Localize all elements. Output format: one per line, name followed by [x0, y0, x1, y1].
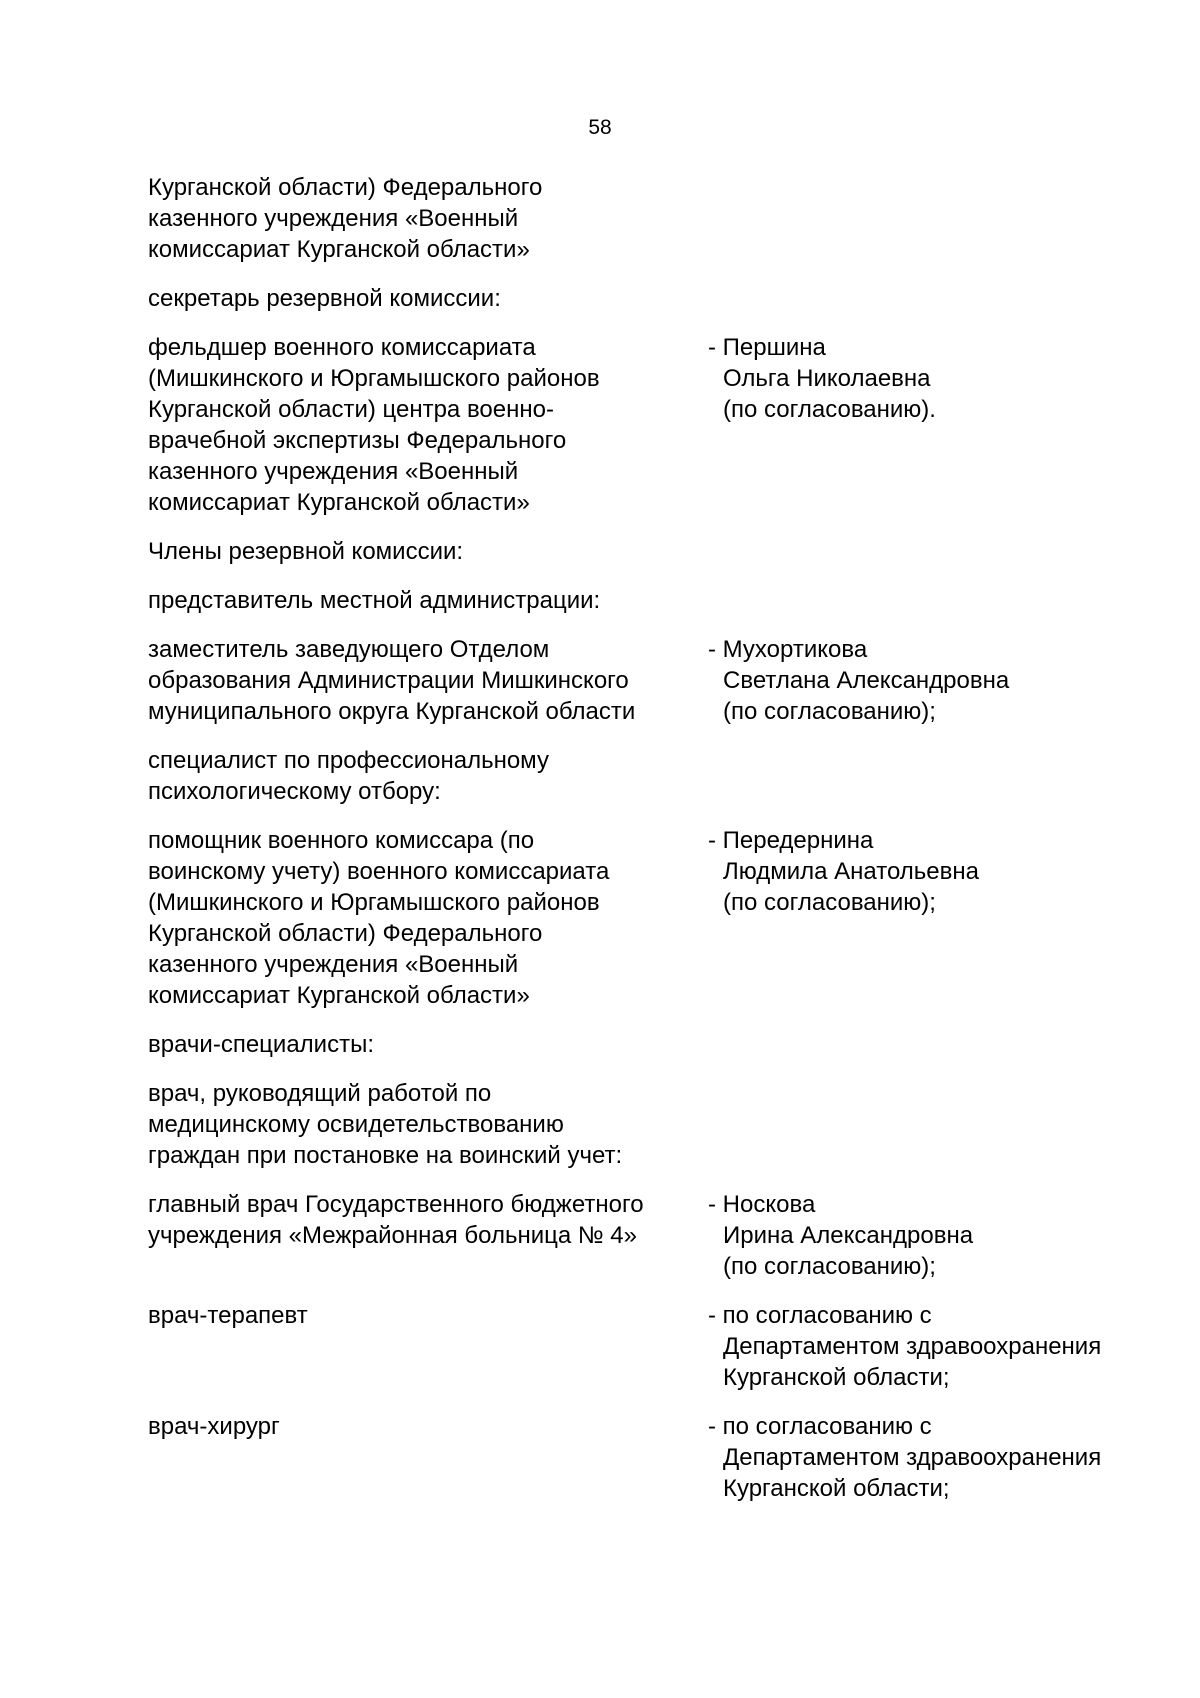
member-name [708, 825, 1158, 918]
position-line: комиссариат Курганской области» [148, 489, 530, 516]
position-line: врач-терапевт [148, 1302, 308, 1329]
position-line: казенного учреждения «Военный [148, 205, 519, 232]
position-line: казенного учреждения «Военный [148, 951, 519, 978]
member-name [708, 634, 1158, 727]
heading-line: граждан при постановке на воинский учет: [148, 1142, 623, 1169]
member-line: Департаментом здравоохранения [723, 1444, 1102, 1471]
section-heading [148, 585, 1158, 616]
document-body [148, 172, 1158, 1504]
member-row [148, 1189, 1158, 1282]
position-line: муниципального округа Курганской области [148, 698, 636, 725]
member-line: - Носкова [708, 1191, 816, 1218]
member-line: (по согласованию); [723, 889, 936, 916]
section-heading [148, 283, 1158, 314]
heading-line: психологическому отбору: [148, 778, 441, 805]
member-line: Ольга Николаевна [723, 365, 931, 392]
position-description [148, 1411, 708, 1442]
member-line: - Першина [708, 334, 826, 361]
position-line: врачебной экспертизы Федерального [148, 427, 567, 454]
heading-line: представитель местной администрации: [148, 587, 601, 614]
member-line: - по согласованию с [708, 1413, 932, 1440]
member-row [148, 172, 1158, 265]
member-row [148, 634, 1158, 727]
position-line: учреждения «Межрайонная больница № 4» [148, 1222, 637, 1249]
member-row [148, 825, 1158, 1011]
member-name [708, 1189, 1158, 1282]
position-line: (Мишкинского и Юргамышского районов [148, 889, 600, 916]
member-line: Департаментом здравоохранения [723, 1333, 1102, 1360]
position-line: казенного учреждения «Военный [148, 458, 519, 485]
position-description [148, 1189, 708, 1251]
position-line: фельдшер военного комиссариата [148, 334, 536, 361]
position-line: комиссариат Курганской области» [148, 236, 530, 263]
position-line: врач-хирург [148, 1413, 280, 1440]
member-name [708, 1300, 1158, 1393]
page-number: 58 [588, 116, 612, 139]
position-description [148, 172, 708, 265]
member-line: - Мухортикова [708, 636, 868, 663]
heading-line: секретарь резервной комиссии: [148, 285, 501, 312]
position-line: Курганской области) центра военно- [148, 396, 554, 423]
position-line: Курганской области) Федерального [148, 920, 543, 947]
member-line: Ирина Александровна [723, 1222, 974, 1249]
member-row [148, 1300, 1158, 1393]
heading-line: медицинскому освидетельствованию [148, 1111, 564, 1138]
member-line: - Передернина [708, 827, 874, 854]
member-line: (по согласованию). [723, 396, 936, 423]
heading-line: Члены резервной комиссии: [148, 538, 464, 565]
member-name [708, 332, 1158, 425]
heading-line: врачи-специалисты: [148, 1031, 374, 1058]
position-description [148, 1300, 708, 1331]
position-line: образования Администрации Мишкинского [148, 667, 629, 694]
section-heading [148, 1078, 1158, 1171]
section-heading [148, 745, 1158, 807]
member-line: (по согласованию); [723, 1253, 936, 1280]
position-line: Курганской области) Федерального [148, 174, 543, 201]
heading-line: врач, руководящий работой по [148, 1080, 492, 1107]
member-row [148, 332, 1158, 518]
member-line: Людмила Анатольевна [723, 858, 979, 885]
position-line: воинскому учету) военного комиссариата [148, 858, 610, 885]
heading-line: специалист по профессиональному [148, 747, 549, 774]
position-line: заместитель заведующего Отделом [148, 636, 550, 663]
position-line: главный врач Государственного бюджетного [148, 1191, 644, 1218]
member-line: (по согласованию); [723, 698, 936, 725]
member-line: Курганской области; [723, 1475, 950, 1502]
position-line: помощник военного комиссара (по [148, 827, 535, 854]
position-description [148, 634, 708, 727]
member-line: Курганской области; [723, 1364, 950, 1391]
member-name [708, 1411, 1158, 1504]
member-line: - по согласованию с [708, 1302, 932, 1329]
section-heading [148, 1029, 1158, 1060]
position-line: комиссариат Курганской области» [148, 982, 530, 1009]
position-description [148, 825, 708, 1011]
position-description [148, 332, 708, 518]
section-heading [148, 536, 1158, 567]
member-line: Светлана Александровна [723, 667, 1010, 694]
member-row [148, 1411, 1158, 1504]
position-line: (Мишкинского и Юргамышского районов [148, 365, 600, 392]
